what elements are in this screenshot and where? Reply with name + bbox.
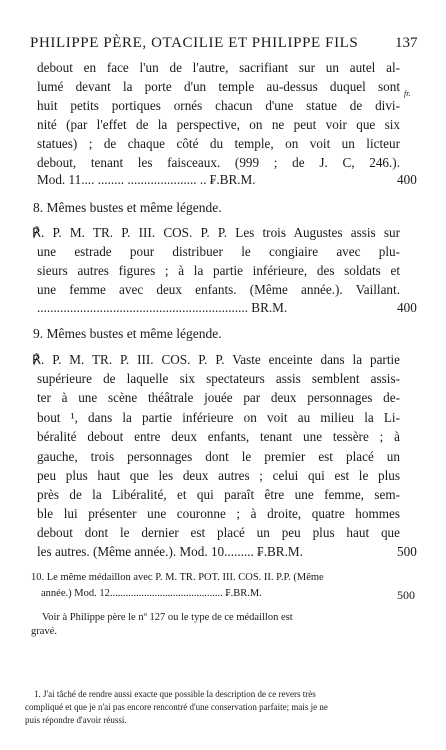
text-line: statues) ; de chaque côté du temple, on voit un licteur — [37, 136, 400, 151]
page-number: 137 — [395, 35, 418, 51]
text-line: une estrade pour distribuer le congiaire avec plu- — [37, 244, 400, 259]
text-line: Mod. 11.... ........ ..................... .. ₣.BR.M. — [37, 172, 256, 187]
text-line: sieurs autres figures ; à la partie inférieure, des soldats et — [37, 263, 400, 278]
entry-heading-8: 8. Mêmes bustes et même légende. — [33, 200, 222, 215]
text-line: une femme avec deux enfants. (Même année.). Vaillant. — [37, 282, 400, 297]
value-500: 500 — [397, 588, 415, 602]
text-line: debout en face l'un de l'autre, sacrifiant sur un autel al- — [37, 60, 400, 75]
text-line: béralité debout entre deux enfants, tenant une tessère ; à — [37, 429, 400, 444]
footnote-line: puis répondre d'avoir réussi. — [25, 715, 127, 725]
footnote-line: 1. J'ai tâché de rendre aussi exacte que possible la description de ce revers très — [34, 689, 316, 699]
text-line: près de la Libéralité, et qui paraît être une femme, sem- — [37, 487, 400, 502]
value-500: 500 — [397, 544, 417, 559]
unit-note: fr. — [404, 89, 411, 98]
text-line: debout dont le dernier est placé un peu plus haut que — [37, 525, 400, 540]
text-line: bout ¹, dans la partie inférieure on voit au milieu la Li- — [37, 410, 400, 425]
note-line: gravé. — [31, 626, 57, 637]
text-line: debout, tenant les faisceaux. (999 ; de J. C, 246.). — [37, 155, 400, 170]
text-line: gauche, trois personnages dont le premier est placé un — [37, 449, 400, 464]
entry-10-line: 10. Le même médaillon avec P. M. TR. POT. III. COS. II. P.P. (Même — [31, 572, 324, 583]
text-line: nité (par l'effet de la perspective, on ne peut voir que six — [37, 117, 400, 132]
text-line: lumé devant la porte d'un temple au-dessus duquel sont — [37, 79, 400, 94]
value-400: 400 — [397, 172, 417, 187]
text-line: supérieure de laquelle six spectateurs assis semblent assis- — [37, 371, 400, 386]
text-line: huit petits portiques ornés chacun d'une statue de divi- — [37, 98, 400, 113]
footnote-line: compliqué et que je n'ai pas encore rencontré d'une conservation parfaite; mais je ne — [25, 702, 328, 712]
text-line: ................................................................ BR.M. — [37, 300, 288, 315]
reverse-line: ℟. P. M. TR. P. III. COS. P. P. Vaste enceinte dans la partie — [32, 352, 400, 367]
note-line: Voir à Philippe père le nº 127 ou le type de ce médaillon est — [42, 612, 293, 623]
text-line: ter à une scène théâtrale jouée par deux personnages de- — [37, 390, 400, 405]
text-line: peu plus haut que les deux autres ; celui qui est le plus — [37, 468, 400, 483]
entry-heading-9: 9. Mêmes bustes et même légende. — [33, 326, 222, 341]
value-400: 400 — [397, 300, 417, 315]
text-line: les autres. (Même année.). Mod. 10......... ₣.BR.M. — [37, 544, 303, 559]
entry-10-line: année.) Mod. 12........................................... ₣.BR.M. — [41, 588, 262, 599]
header-title: PHILIPPE PÈRE, OTACILIE ET PHILIPPE FILS — [30, 35, 359, 51]
reverse-line: ℟. P. M. TR. P. III. COS. P. P. Les trois Augustes assis sur — [32, 225, 400, 240]
text-line: ble lui présenter une couronne ; à droite, quatre hommes — [37, 506, 400, 521]
